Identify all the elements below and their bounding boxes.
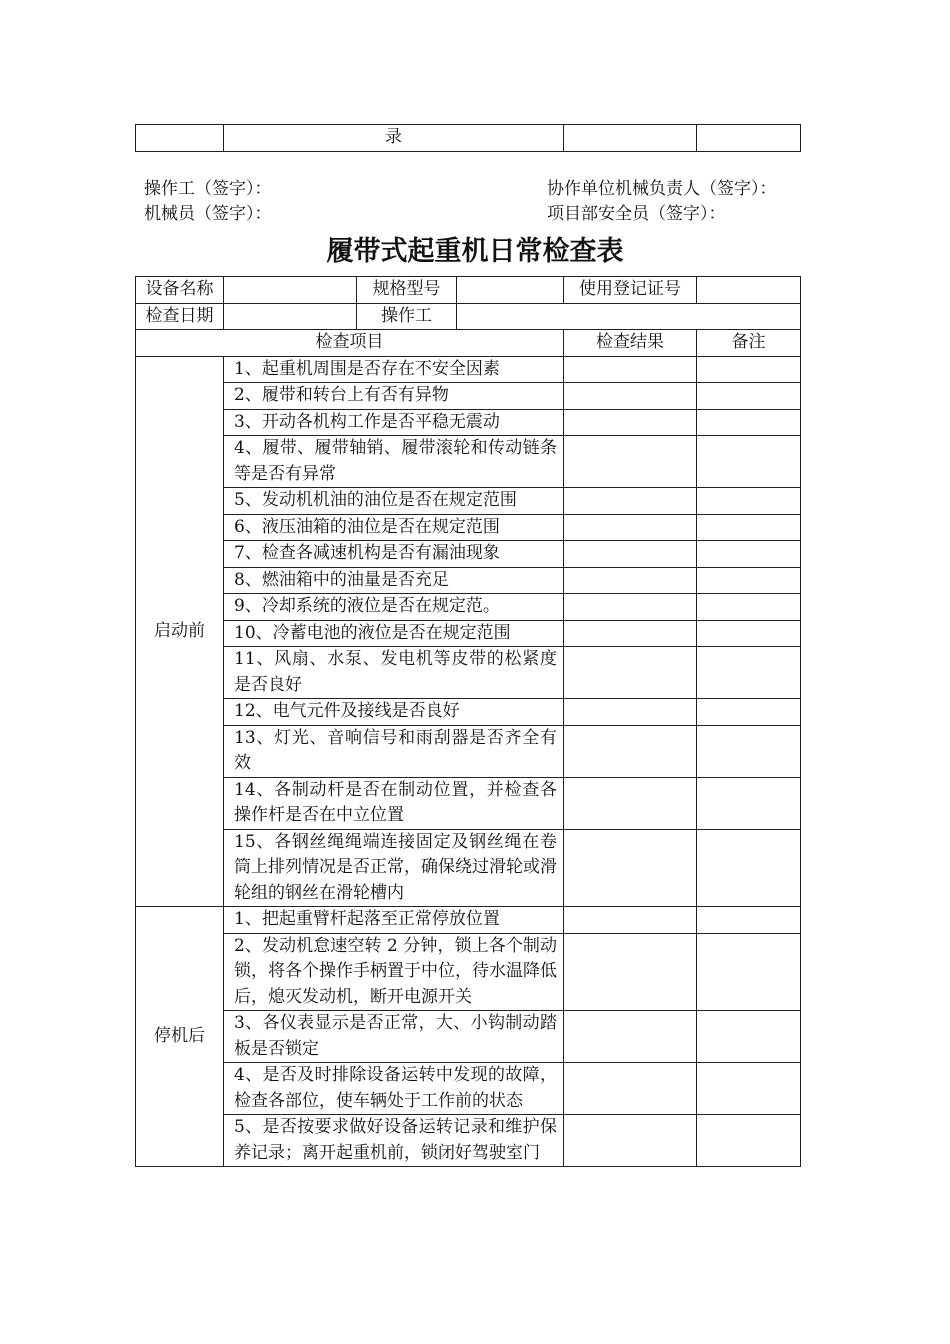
inspection-result-cell[interactable]	[564, 699, 697, 726]
operator-field[interactable]	[457, 303, 801, 330]
inspection-remark-cell[interactable]	[697, 436, 801, 488]
inspection-result-cell[interactable]	[564, 436, 697, 488]
inspection-remark-cell[interactable]	[697, 647, 801, 699]
inspection-item-text: 3、开动各机构工作是否平稳无震动	[224, 409, 564, 436]
inspection-item-text: 11、风扇、水泵、发电机等皮带的松紧度是否良好	[224, 647, 564, 699]
column-header-result: 检查结果	[564, 330, 697, 357]
inspection-result-cell[interactable]	[564, 1063, 697, 1115]
inspection-result-cell[interactable]	[564, 620, 697, 647]
inspection-row	[136, 409, 801, 436]
inspection-remark-cell[interactable]	[697, 933, 801, 1011]
column-header-remark: 备注	[697, 330, 801, 357]
inspection-remark-cell[interactable]	[697, 777, 801, 829]
inspection-item-text: 2、履带和转台上有否有异物	[224, 383, 564, 410]
inspection-result-cell[interactable]	[564, 933, 697, 1011]
inspection-item-text: 3、各仪表显示是否正常，大、小钩制动踏板是否锁定	[224, 1011, 564, 1063]
inspection-item-text: 2、发动机怠速空转 2 分钟，锁上各个制动锁，将各个操作手柄置于中位，待水温降低后，熄灭发动机，断开电源开关	[224, 933, 564, 1011]
inspection-sections	[136, 356, 801, 1167]
check-date-label: 检查日期	[136, 303, 224, 330]
top-fragment-cell-text: 录	[224, 125, 564, 152]
inspection-row	[136, 1011, 801, 1063]
inspection-item-text: 8、燃油箱中的油量是否充足	[224, 567, 564, 594]
inspection-remark-cell[interactable]	[697, 907, 801, 934]
inspection-item-text: 5、是否按要求做好设备运转记录和维护保养记录；离开起重机前，锁闭好驾驶室门	[224, 1115, 564, 1167]
inspection-row	[136, 647, 801, 699]
check-date-field[interactable]	[224, 303, 357, 330]
inspection-row	[136, 933, 801, 1011]
inspection-result-cell[interactable]	[564, 541, 697, 568]
inspection-result-cell[interactable]	[564, 567, 697, 594]
inspection-row	[136, 699, 801, 726]
top-fragment-cell-empty-1	[136, 125, 224, 152]
inspection-remark-cell[interactable]	[697, 1115, 801, 1167]
inspection-remark-cell[interactable]	[697, 409, 801, 436]
inspection-result-cell[interactable]	[564, 594, 697, 621]
registration-no-field[interactable]	[697, 277, 801, 304]
inspection-row	[136, 1115, 801, 1167]
inspection-result-cell[interactable]	[564, 777, 697, 829]
inspection-table	[135, 276, 801, 1167]
inspection-remark-cell[interactable]	[697, 699, 801, 726]
inspection-remark-cell[interactable]	[697, 594, 801, 621]
inspection-row	[136, 436, 801, 488]
inspection-row	[136, 829, 801, 907]
inspection-row	[136, 594, 801, 621]
inspection-item-text: 12、电气元件及接线是否良好	[224, 699, 564, 726]
inspection-item-text: 14、各制动杆是否在制动位置，并检查各操作杆是否在中立位置	[224, 777, 564, 829]
model-field[interactable]	[457, 277, 564, 304]
inspection-item-text: 10、冷蓄电池的液位是否在规定范围	[224, 620, 564, 647]
inspection-item-text: 6、液压油箱的油位是否在规定范围	[224, 514, 564, 541]
inspection-remark-cell[interactable]	[697, 620, 801, 647]
top-fragment-cell-empty-2	[564, 125, 697, 152]
inspection-row	[136, 514, 801, 541]
inspection-remark-cell[interactable]	[697, 356, 801, 383]
header-row-1	[136, 277, 801, 304]
inspection-remark-cell[interactable]	[697, 1063, 801, 1115]
section-name-cell: 启动前	[136, 356, 224, 907]
mechanic-signature-label: 机械员（签字）：	[144, 204, 272, 224]
inspection-item-text: 4、是否及时排除设备运转中发现的故障，检查各部位，使车辆处于工作前的状态	[224, 1063, 564, 1115]
section-name-cell: 停机后	[136, 907, 224, 1167]
inspection-result-cell[interactable]	[564, 907, 697, 934]
page-title: 履带式起重机日常检查表	[326, 236, 624, 267]
inspection-result-cell[interactable]	[564, 647, 697, 699]
inspection-remark-cell[interactable]	[697, 829, 801, 907]
inspection-row	[136, 383, 801, 410]
inspection-item-text: 4、履带、履带轴销、履带滚轮和传动链条等是否有异常	[224, 436, 564, 488]
inspection-row	[136, 1063, 801, 1115]
inspection-remark-cell[interactable]	[697, 1011, 801, 1063]
inspection-remark-cell[interactable]	[697, 725, 801, 777]
registration-no-label: 使用登记证号	[564, 277, 697, 304]
inspection-result-cell[interactable]	[564, 383, 697, 410]
inspection-item-text: 15、各钢丝绳绳端连接固定及钢丝绳在卷筒上排列情况是否正常，确保绕过滑轮或滑轮组的钢丝在滑轮槽内	[224, 829, 564, 907]
inspection-row	[136, 567, 801, 594]
top-fragment-table	[135, 124, 801, 152]
inspection-result-cell[interactable]	[564, 1115, 697, 1167]
column-header-row	[136, 330, 801, 357]
top-fragment-cell-empty-3	[697, 125, 801, 152]
inspection-row	[136, 907, 801, 934]
inspection-row	[136, 541, 801, 568]
inspection-result-cell[interactable]	[564, 829, 697, 907]
operator-label: 操作工	[357, 303, 457, 330]
inspection-row	[136, 488, 801, 515]
inspection-row	[136, 725, 801, 777]
inspection-item-text: 13、灯光、音响信号和雨刮器是否齐全有效	[224, 725, 564, 777]
inspection-remark-cell[interactable]	[697, 383, 801, 410]
operator-signature-label: 操作工（签字）：	[144, 179, 272, 199]
inspection-row	[136, 620, 801, 647]
header-row-2	[136, 303, 801, 330]
inspection-row	[136, 777, 801, 829]
inspection-result-cell[interactable]	[564, 409, 697, 436]
inspection-result-cell[interactable]	[564, 356, 697, 383]
equipment-name-field[interactable]	[224, 277, 357, 304]
inspection-remark-cell[interactable]	[697, 541, 801, 568]
equipment-name-label: 设备名称	[136, 277, 224, 304]
column-header-item: 检查项目	[136, 330, 564, 357]
inspection-result-cell[interactable]	[564, 514, 697, 541]
inspection-remark-cell[interactable]	[697, 567, 801, 594]
inspection-item-text: 5、发动机机油的油位是否在规定范围	[224, 488, 564, 515]
inspection-result-cell[interactable]	[564, 1011, 697, 1063]
inspection-remark-cell[interactable]	[697, 514, 801, 541]
inspection-row	[136, 356, 801, 383]
inspection-remark-cell[interactable]	[697, 488, 801, 515]
inspection-item-text: 7、检查各减速机构是否有漏油现象	[224, 541, 564, 568]
inspection-item-text: 1、起重机周围是否存在不安全因素	[224, 356, 564, 383]
safety-officer-signature-label: 项目部安全员（签字）：	[547, 204, 726, 224]
inspection-result-cell[interactable]	[564, 725, 697, 777]
inspection-item-text: 9、冷却系统的液位是否在规定范。	[224, 594, 564, 621]
partner-manager-signature-label: 协作单位机械负责人（签字）：	[547, 179, 777, 199]
inspection-result-cell[interactable]	[564, 488, 697, 515]
inspection-item-text: 1、把起重臂杆起落至正常停放位置	[224, 907, 564, 934]
model-label: 规格型号	[357, 277, 457, 304]
